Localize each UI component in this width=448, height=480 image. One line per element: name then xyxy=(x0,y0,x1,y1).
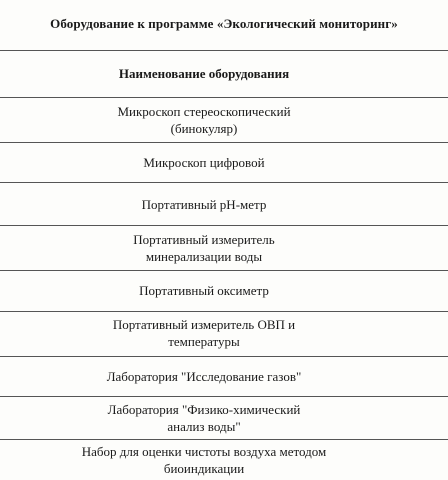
table-rule xyxy=(0,439,448,440)
table-rule xyxy=(0,50,448,51)
table-cell: Портативный измеритель минерализации воды xyxy=(133,232,275,264)
table-row xyxy=(0,186,408,222)
table-row xyxy=(0,398,408,437)
table-rule xyxy=(0,182,448,183)
table-row xyxy=(0,228,408,268)
table-cell: Набор для оценки чистоты воздуха методом биоиндикации xyxy=(81,444,327,476)
table-cell: Микроскоп цифровой xyxy=(143,154,265,170)
table-row xyxy=(0,313,408,353)
table-rule xyxy=(0,396,448,397)
document-title: Оборудование к программе «Экологический мониторинг» xyxy=(50,16,398,31)
table-row xyxy=(0,146,408,178)
table-rule xyxy=(0,97,448,98)
table-cell: Портативный оксиметр xyxy=(139,283,269,298)
table-cell: Лаборатория "Физико-химический анализ воды" xyxy=(107,401,301,434)
table-cell: Лаборатория "Исследование газов" xyxy=(106,368,302,384)
table-cell: Микроскоп стереоскопический (бинокуляр) xyxy=(117,104,291,136)
table-header xyxy=(0,58,408,88)
table-row xyxy=(0,359,408,393)
table-rule xyxy=(0,270,448,271)
table-cell: Портативный pH-метр xyxy=(141,196,267,212)
table-rule xyxy=(0,142,448,143)
table-header-label: Наименование оборудования xyxy=(118,65,290,81)
table-row xyxy=(0,101,408,139)
table-cell: Портативный измеритель ОВП и температуры xyxy=(112,317,296,349)
table-row xyxy=(0,273,408,308)
table-rule xyxy=(0,356,448,357)
table-rule xyxy=(0,311,448,312)
table-row xyxy=(0,441,408,479)
table-rule xyxy=(0,225,448,226)
